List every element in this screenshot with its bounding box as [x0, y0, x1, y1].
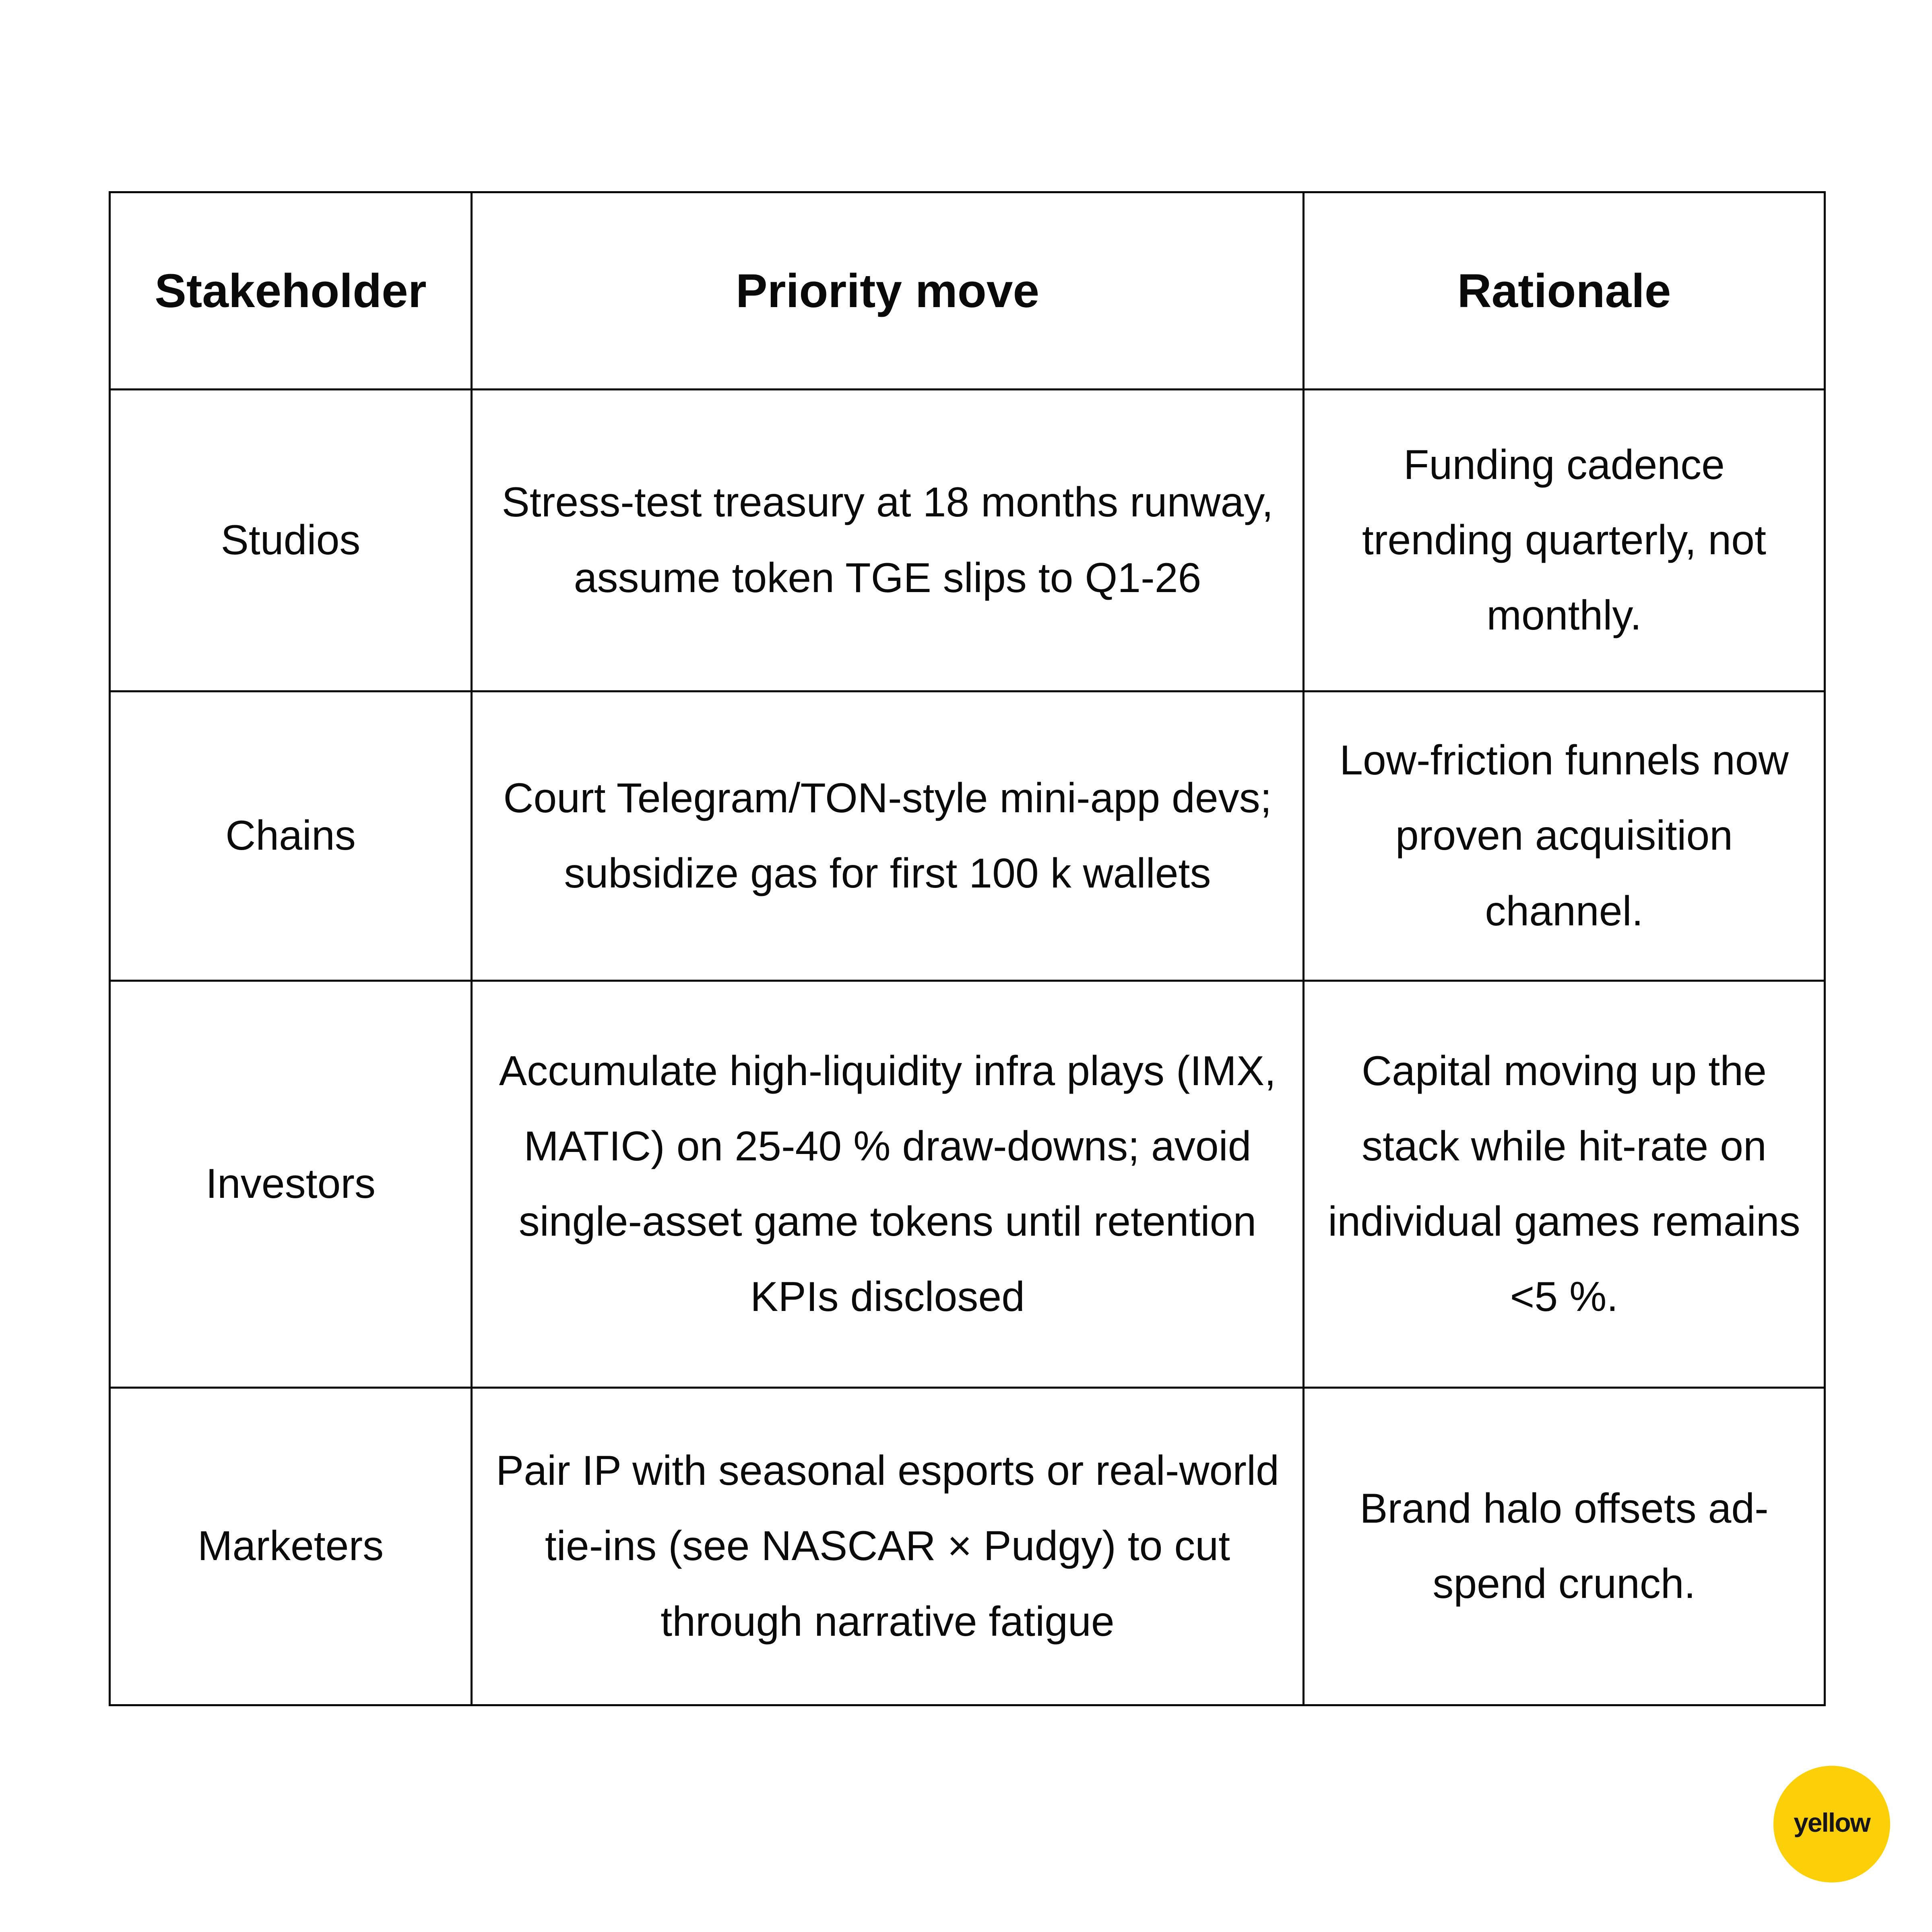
table-row-chains	[110, 691, 1825, 981]
table-row-studios	[110, 390, 1825, 691]
stakeholder-label: Marketers	[110, 1388, 472, 1705]
stakeholder-priority-table	[109, 191, 1826, 1706]
table-header-row	[110, 192, 1825, 390]
table-row-investors	[110, 981, 1825, 1388]
table-row-marketers	[110, 1388, 1825, 1705]
rationale-text: Capital moving up the stack while hit-rate on individual games remains <5 %.	[1304, 981, 1825, 1388]
stakeholder-label: Investors	[110, 981, 472, 1388]
priority-move-text: Pair IP with seasonal esports or real-world tie-ins (see NASCAR × Pudgy) to cut through narrative fatigue	[472, 1388, 1304, 1705]
stakeholder-label: Studios	[110, 390, 472, 691]
header-cell-stakeholder: Stakeholder	[110, 192, 472, 390]
yellow-logo	[1773, 1766, 1890, 1882]
rationale-text: Funding cadence trending quarterly, not monthly.	[1304, 390, 1825, 691]
header-cell-priority-move: Priority move	[472, 192, 1304, 390]
priority-move-text: Court Telegram/TON-style mini-app devs; subsidize gas for first 100 k wallets	[472, 691, 1304, 981]
stakeholder-label: Chains	[110, 691, 472, 981]
priority-move-text: Stress-test treasury at 18 months runway, assume token TGE slips to Q1-26	[472, 390, 1304, 691]
rationale-text: Low-friction funnels now proven acquisition channel.	[1304, 691, 1825, 981]
priority-move-text: Accumulate high-liquidity infra plays (IMX, MATIC) on 25-40 % draw-downs; avoid single-asset game tokens until retention KPIs disclosed	[472, 981, 1304, 1388]
header-cell-rationale: Rationale	[1304, 192, 1825, 390]
rationale-text: Brand halo offsets ad-spend crunch.	[1304, 1388, 1825, 1705]
yellow-wordmark: yellow	[1794, 1808, 1870, 1837]
